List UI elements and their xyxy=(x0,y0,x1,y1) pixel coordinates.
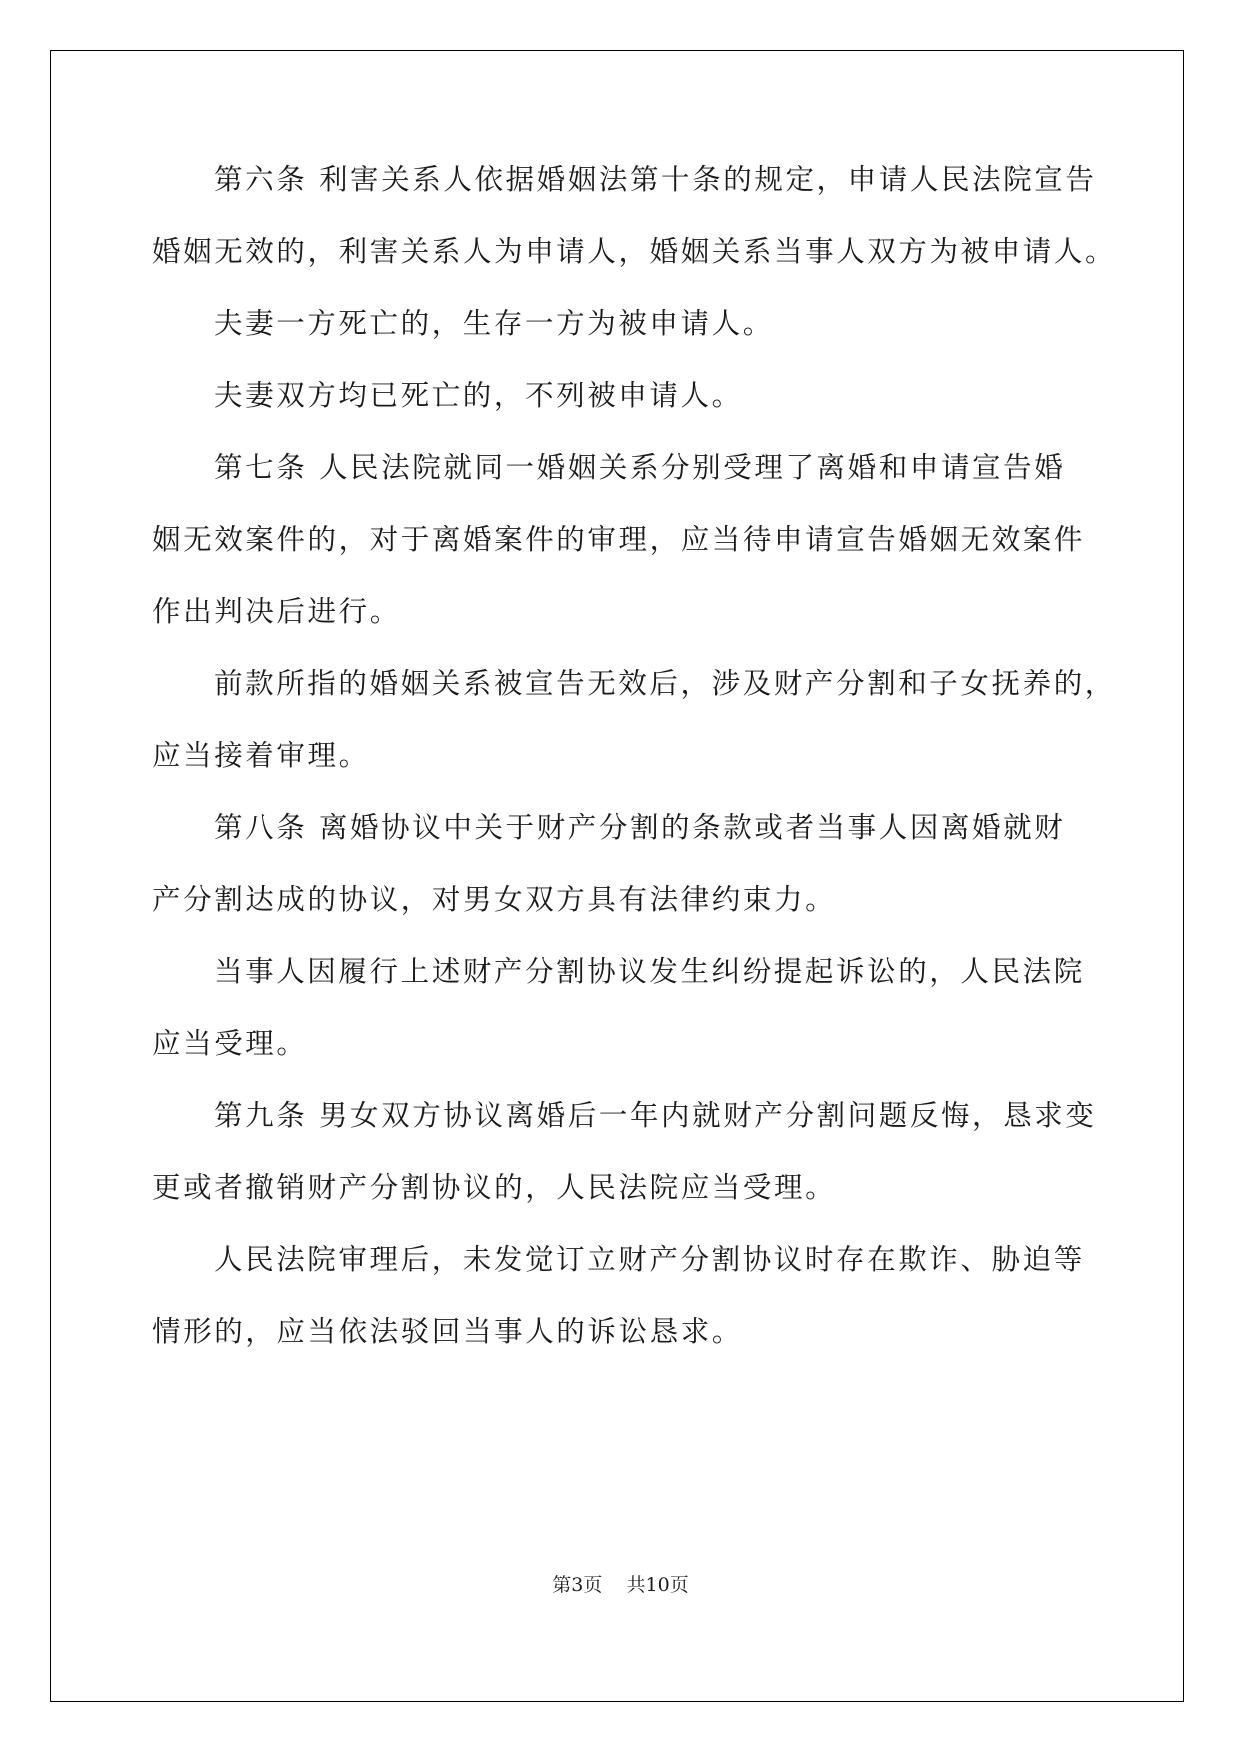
article-6-paragraph-2: 夫妻一方死亡的，生存一方为被申请人。 xyxy=(214,307,774,340)
article-9-line-1: 第九条 男女双方协议离婚后一年内就财产分割问题反悔，恳求变 xyxy=(214,1099,1097,1132)
article-9-line-2: 更或者撤销财产分割协议的，人民法院应当受理。 xyxy=(152,1171,837,1204)
article-6-paragraph-3: 夫妻双方均已死亡的，不列被申请人。 xyxy=(214,379,743,412)
page-border xyxy=(50,50,1184,1702)
article-8-line-1: 第八条 离婚协议中关于财产分割的条款或者当事人因离婚就财 xyxy=(214,811,1066,844)
article-6-line-1: 第六条 利害关系人依据婚姻法第十条的规定，申请人民法院宣告 xyxy=(214,163,1097,196)
article-8-line-2: 产分割达成的协议，对男女双方具有法律约束力。 xyxy=(152,883,837,916)
article-8-paragraph-2-line-2: 应当受理。 xyxy=(152,1027,308,1060)
article-6-line-2: 婚姻无效的，利害关系人为申请人，婚姻关系当事人双方为被申请人。 xyxy=(152,235,1117,268)
article-7-paragraph-2-line-2: 应当接着审理。 xyxy=(152,739,370,772)
article-9-paragraph-2-line-1: 人民法院审理后，未发觉订立财产分割协议时存在欺诈、胁迫等 xyxy=(214,1243,1085,1276)
article-7-line-3: 作出判决后进行。 xyxy=(152,595,401,628)
article-7-paragraph-2-line-1: 前款所指的婚姻关系被宣告无效后，涉及财产分割和子女抚养的， xyxy=(214,667,1116,700)
page-number: 第3页 xyxy=(552,1574,603,1596)
article-7-line-1: 第七条 人民法院就同一婚姻关系分别受理了离婚和申请宣告婚 xyxy=(214,451,1066,484)
page-footer xyxy=(0,1572,1241,1598)
article-9-paragraph-2-line-2: 情形的，应当依法驳回当事人的诉讼恳求。 xyxy=(152,1315,743,1348)
article-7-line-2: 姻无效案件的，对于离婚案件的审理，应当待申请宣告婚姻无效案件 xyxy=(152,523,1086,556)
total-pages: 共10页 xyxy=(626,1574,689,1596)
article-8-paragraph-2-line-1: 当事人因履行上述财产分割协议发生纠纷提起诉讼的，人民法院 xyxy=(214,955,1085,988)
